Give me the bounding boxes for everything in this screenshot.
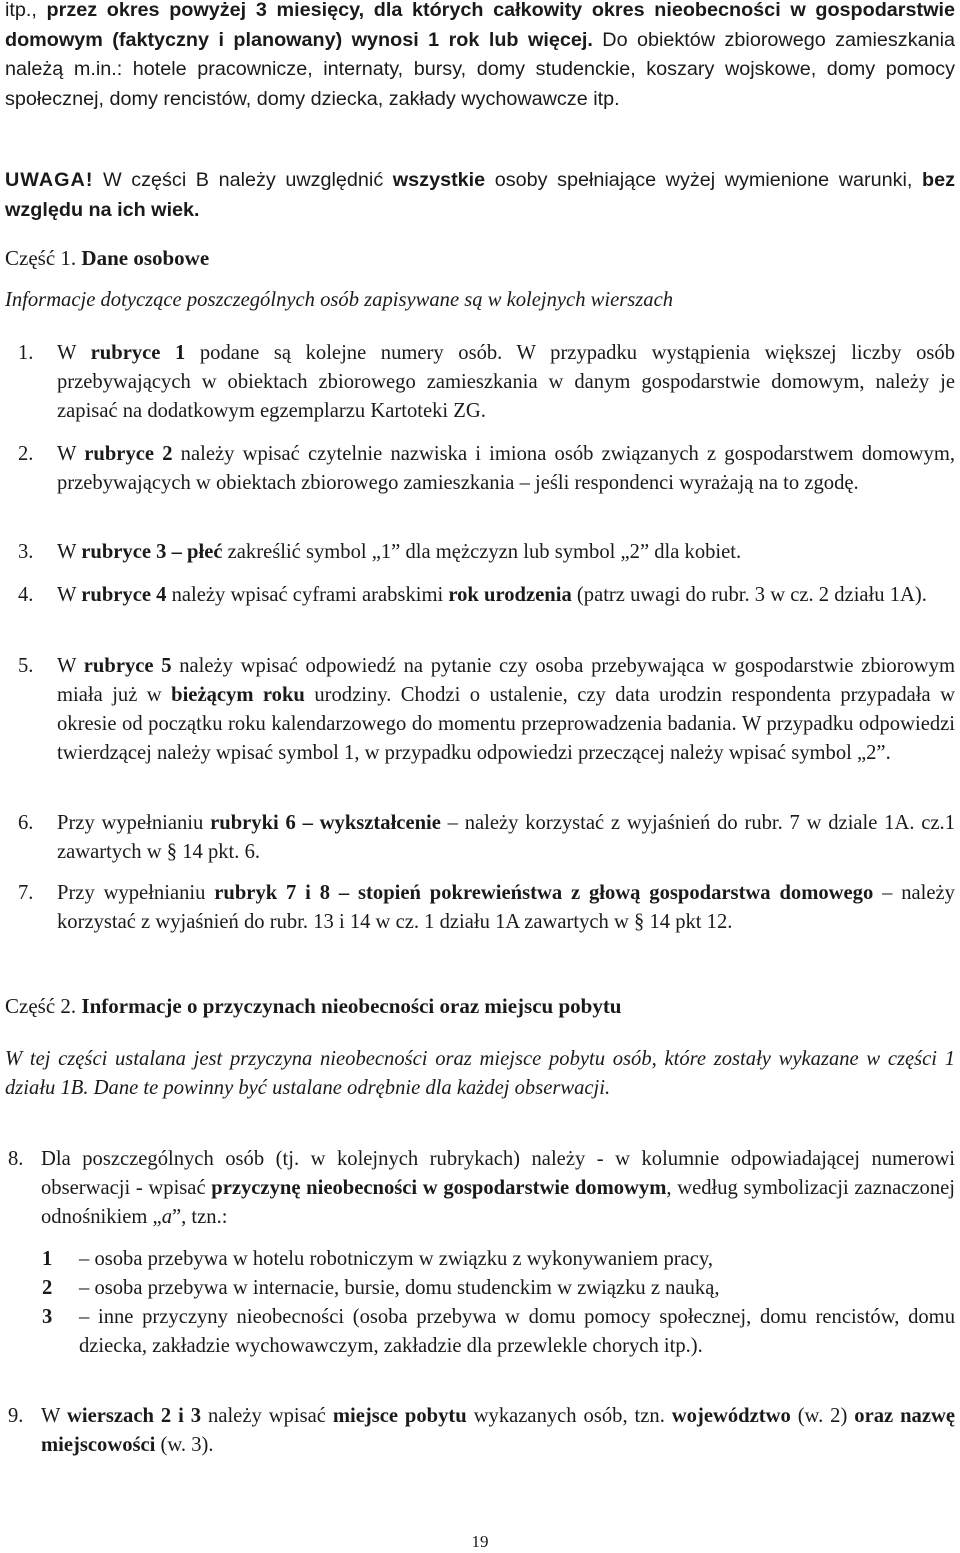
option-number: 2 <box>42 1277 53 1299</box>
item-text: W <box>57 541 82 563</box>
item-bold: rubryce 5 <box>83 655 172 677</box>
item-text-3: urodziny. Chodzi o ustalenie, czy data urodzin respondenta przypadała w okresie od początku roku kalendarzowego do momentu przeprowadzenia badania. W przypadku odpowiedzi twierdzącej należy wpisać symbol 1, w przypadku odpowiedzi przeczącej należy wpisać symbol „2”. <box>57 684 955 764</box>
item-number: 9. <box>8 1405 24 1427</box>
intro-text: itp., <box>5 0 47 21</box>
item-bold-4: oraz nazwę miejscowości <box>41 1405 955 1456</box>
part1-item-3 <box>18 538 955 567</box>
option-1 <box>42 1245 955 1274</box>
uwaga-bold: wszystkie <box>392 169 486 191</box>
part2-subtitle: W tej części ustalana jest przyczyna nieobecności oraz miejsce pobytu osób, które zostały wykazane w części 1 działu 1B. Dane te powinny być ustalane odrębnie dla każdej obserwacji. <box>5 1048 955 1099</box>
item-text-2: zakreślić symbol „1” dla mężczyzn lub symbol „2” dla kobiet. <box>222 541 742 563</box>
part1-item-1 <box>18 339 955 426</box>
item-number: 7. <box>18 882 34 904</box>
part2-item-8 <box>8 1145 955 1232</box>
item-bold: rubryce 2 <box>84 443 173 465</box>
intro-text-2: Do obiektów zbiorowego zamieszkania należą m.in.: hotele pracownicze, internaty, bursy, domy studenckie, koszary wojskowe, domy pomocy społecznej, domy rencistów, domy dziecka, zakłady wychowawcze itp. <box>5 28 955 110</box>
item-text-5: (w. 3). <box>155 1434 214 1456</box>
item-bold-2: rok urodzenia <box>448 584 572 606</box>
item-bold: przyczynę nieobecności w gospodarstwie domowym <box>211 1177 667 1199</box>
item-text: W <box>57 342 91 364</box>
part1-heading <box>5 244 955 273</box>
part1-item-7 <box>18 879 955 937</box>
item-text: Przy wypełnianiu <box>57 882 215 904</box>
item-bold: rubryce 1 <box>90 342 186 364</box>
part1-item-2 <box>18 440 955 498</box>
item-number: 5. <box>18 655 34 677</box>
part2-heading-prefix: Część 2. <box>5 994 77 1018</box>
item-text-2: należy wpisać czytelnie nazwiska i imiona osób związanych z gospodarstwem domowym, przebywających w obiektach zbiorowego zamieszkania – jeśli respondenci wyrażają na to zgodę. <box>57 443 955 494</box>
uwaga-bold-2: bez względu na ich wiek. <box>5 169 955 221</box>
item-text-4: (w. 2) <box>790 1405 855 1427</box>
item-text-2: , według symbolizacji zaznaczonej odnośnikiem „ <box>41 1177 956 1228</box>
option-text: – osoba przebywa w hotelu robotniczym w związku z wykonywaniem pracy, <box>79 1248 714 1270</box>
item-text-2: – należy korzystać z wyjaśnień do rubr. 7 w dziale 1A. cz.1 zawartych w § 14 pkt. 6. <box>57 812 955 863</box>
item-number: 4. <box>18 584 34 606</box>
part1-subtitle: Informacje dotyczące poszczególnych osób zapisywane są w kolejnych wierszach <box>5 289 674 311</box>
part2-heading-title: Informacje o przyczynach nieobecności oraz miejscu pobytu <box>76 994 622 1018</box>
uwaga-text-2: osoby spełniające wyżej wymienione warunki, <box>485 169 923 191</box>
part2-heading <box>5 992 955 1021</box>
item-text-3: wykazanych osób, tzn. <box>466 1405 672 1427</box>
item-bold: rubryce 4 <box>81 584 167 606</box>
item-text: W <box>57 584 82 606</box>
item-text-2: należy wpisać <box>201 1405 333 1427</box>
part1-item-4 <box>18 581 955 610</box>
option-number: 3 <box>42 1306 53 1328</box>
item-text: W <box>41 1405 68 1427</box>
item-text-3: ”, tzn.: <box>171 1206 228 1228</box>
item-bold-3: województwo <box>671 1405 791 1427</box>
option-text: – inne przyczyny nieobecności (osoba przebywa w domu pomocy społecznej, domu rencistów, domu dziecka, zakładzie wychowawczym, zakładzie dla przewlekle chorych itp.). <box>79 1306 955 1357</box>
item-bold: rubryk 7 i 8 – stopień pokrewieństwa z głową gospodarstwa domowego <box>214 882 874 904</box>
uwaga-label: UWAGA! <box>5 169 94 191</box>
option-2 <box>42 1274 955 1303</box>
item-text: W <box>57 443 85 465</box>
part1-heading-title: Dane osobowe <box>76 246 210 270</box>
item-text-2: należy wpisać cyframi arabskimi <box>166 584 449 606</box>
item-bold-2: miejsce pobytu <box>332 1405 467 1427</box>
item-text-2: podane są kolejne numery osób. W przypadku wystąpienia większej liczby osób przebywających w obiektach zbiorowego zamieszkania w danym gospodarstwie domowym, należy je zapisać na dodatkowym egzemplarzu Kartoteki ZG. <box>57 342 955 422</box>
intro-paragraph <box>5 0 955 114</box>
part1-item-6 <box>18 809 955 867</box>
item-number: 2. <box>18 443 34 465</box>
item-number: 6. <box>18 812 34 834</box>
option-number: 1 <box>42 1248 53 1270</box>
option-3 <box>42 1303 955 1361</box>
option-text: – osoba przebywa w internacie, bursie, domu studenckim w związku z nauką, <box>79 1277 720 1299</box>
item-text: Przy wypełnianiu <box>57 812 211 834</box>
uwaga-text: W części B należy uwzględnić <box>93 169 393 191</box>
item-text-2: należy wpisać odpowiedź na pytanie czy osoba przebywająca w gospodarstwie zbiorowym miała już w <box>57 655 955 706</box>
item-bold: rubryce 3 – płeć <box>81 541 223 563</box>
item-number: 8. <box>8 1148 24 1170</box>
part1-item-5 <box>18 652 955 768</box>
item-text-2: – należy korzystać z wyjaśnień do rubr. 13 i 14 w cz. 1 działu 1A zawartych w § 14 pkt 12. <box>57 882 955 933</box>
item-number: 1. <box>18 342 34 364</box>
item-bold: wierszach 2 i 3 <box>67 1405 202 1427</box>
item-text-3: (patrz uwagi do rubr. 3 w cz. 2 działu 1A). <box>571 584 927 606</box>
item-bold-2: bieżącym roku <box>171 684 305 706</box>
page-number: 19 <box>471 1532 489 1551</box>
item-bold: rubryki 6 – wykształcenie <box>210 812 441 834</box>
item-italic: a <box>161 1206 172 1228</box>
item-text: W <box>57 655 84 677</box>
intro-bold: przez okres powyżej 3 miesięcy, dla których całkowity okres nieobecności w gospodarstwie domowym (faktyczny i planowany) wynosi 1 rok lub więcej. <box>5 0 955 51</box>
item-text: Dla poszczególnych osób (tj. w kolejnych rubrykach) należy - w kolumnie odpowiadającej numerowi obserwacji - wpisać <box>41 1148 955 1199</box>
uwaga-paragraph <box>5 166 955 225</box>
item-number: 3. <box>18 541 34 563</box>
part1-heading-prefix: Część 1. <box>5 246 77 270</box>
part2-item-9 <box>8 1402 955 1460</box>
